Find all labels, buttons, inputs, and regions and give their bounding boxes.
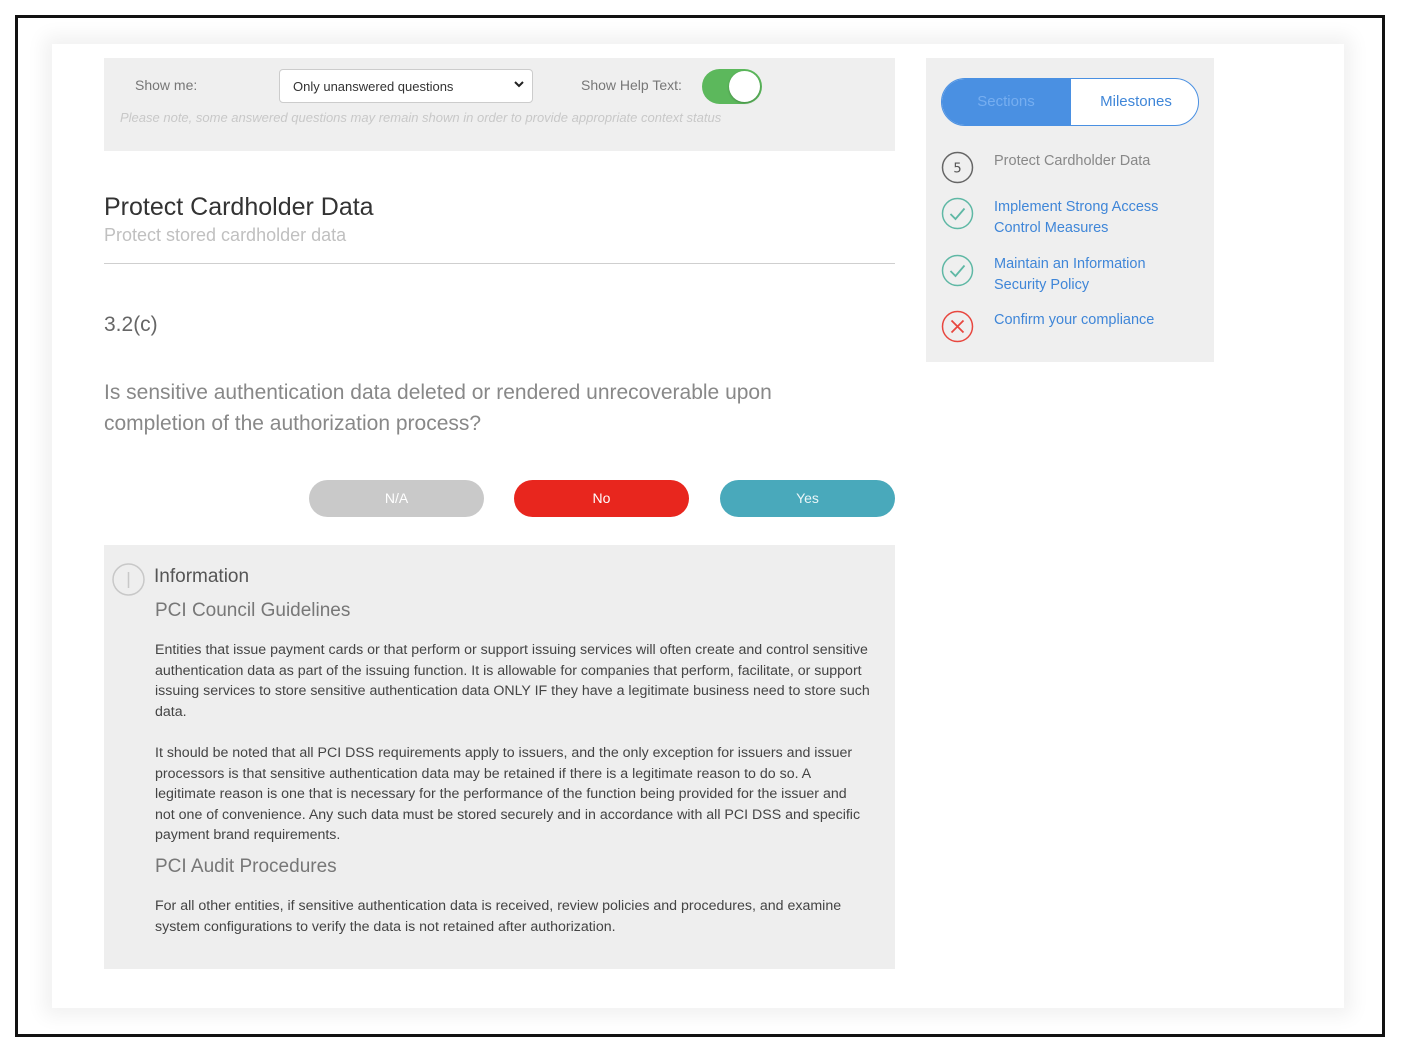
chevron-down-icon xyxy=(512,77,526,91)
section-subtitle: Protect stored cardholder data xyxy=(104,225,347,245)
divider xyxy=(104,263,895,264)
tab-milestones[interactable]: Milestones xyxy=(1070,79,1199,125)
check-circle-icon xyxy=(941,197,974,230)
help-text-toggle[interactable] xyxy=(702,69,762,104)
check-circle-icon xyxy=(941,254,974,287)
guidelines-paragraph-2: It should be noted that all PCI DSS requirements apply to issuers, and the only exception for issuers and issuer processors is that sensitive authentication data may be retained if there is a legitimate reason to do so. A legitimate reason is one that is necessary for the performance of the function being provided for the issuer and not one of convenience. Any such data must be stored securely and in accordance with all PCI DSS and specific payment brand requirements. xyxy=(155,745,861,844)
audit-heading: PCI Audit Procedures xyxy=(155,856,337,877)
sidebar-tab-switch xyxy=(941,78,1199,126)
filter-note: Please note, some answered questions may remain shown in order to provide appropriate context status xyxy=(120,110,722,125)
na-button[interactable]: N/A xyxy=(309,480,484,517)
audit-paragraph: For all other entities, if sensitive authentication data is received, review policies and procedures, and examine system configurations to verify the data is not retained after authorization. xyxy=(155,898,842,935)
guidelines-heading: PCI Council Guidelines xyxy=(155,600,351,621)
guidelines-paragraph-1: Entities that issue payment cards or that perform or support issuing services will often create and control sensitive authentication data as part of the issuing function. It is allowable for companies that perform, facilitate, or support issuing services to store sensitive authentication data ONLY IF they have a legitimate business need to store such data. xyxy=(155,642,870,720)
no-button[interactable]: No xyxy=(514,480,689,517)
yes-button[interactable]: Yes xyxy=(720,480,895,517)
milestone-item-protect-cardholder-data[interactable]: Protect Cardholder Data xyxy=(994,153,1151,169)
milestone-item-security-policy[interactable]: Maintain an Information Security Policy xyxy=(994,256,1146,293)
show-help-text-label: Show Help Text: xyxy=(581,77,682,93)
milestone-item-confirm-compliance[interactable]: Confirm your compliance xyxy=(994,312,1155,328)
question-filter-select[interactable] xyxy=(279,69,533,103)
toggle-knob xyxy=(729,71,760,102)
question-text: Is sensitive authentication data deleted or rendered unrecoverable upon completion of the authorization process? xyxy=(104,381,772,435)
tab-sections[interactable]: Sections xyxy=(942,79,1070,125)
svg-text:5: 5 xyxy=(953,161,962,177)
information-title: Information xyxy=(154,566,250,587)
number-5-icon xyxy=(941,151,974,184)
error-circle-icon xyxy=(941,310,974,343)
milestone-item-access-control[interactable]: Implement Strong Access Control Measures xyxy=(994,199,1159,236)
show-me-label: Show me: xyxy=(135,77,198,93)
section-title: Protect Cardholder Data xyxy=(104,193,374,221)
info-icon xyxy=(112,563,145,596)
question-number: 3.2(c) xyxy=(104,313,158,336)
select-value: Only unanswered questions xyxy=(293,79,454,94)
